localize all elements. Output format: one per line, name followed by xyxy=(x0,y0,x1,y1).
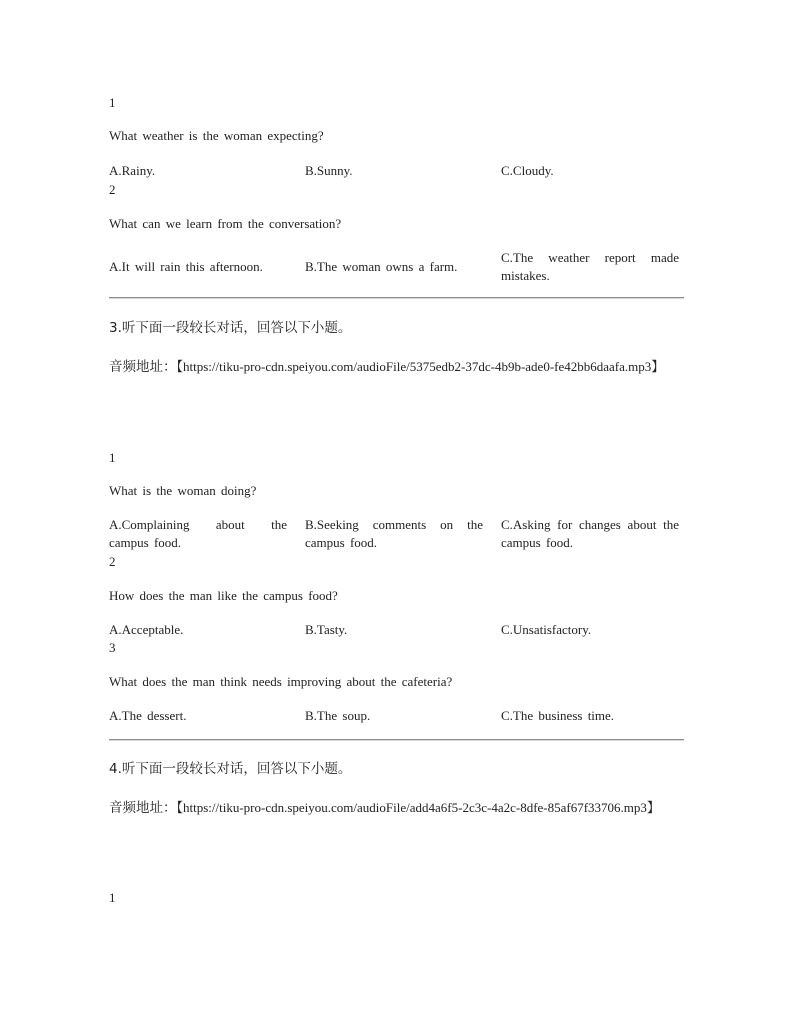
section-divider xyxy=(109,739,684,740)
option-a: A.Acceptable. xyxy=(109,622,184,637)
question-text: What can we learn from the conversation? xyxy=(109,216,342,231)
option-c: C.Cloudy. xyxy=(501,163,554,178)
option-c: C.The weather report made mistakes. xyxy=(501,250,679,283)
question-number: 1 xyxy=(109,95,116,110)
option-a: A.The dessert. xyxy=(109,708,187,723)
question-number: 1 xyxy=(109,450,116,465)
option-a: A.Rainy. xyxy=(109,163,156,178)
audio-url: 【https://tiku-pro-cdn.speiyou.com/audioFile/5375edb2-37dc-4b9b-ade0-fe42bb6daafa.mp3】 xyxy=(176,359,665,374)
audio-url: 【https://tiku-pro-cdn.speiyou.com/audioFile/add4a6f5-2c3c-4a2c-8dfe-85af67f33706.mp3】 xyxy=(176,800,660,815)
question-number: 3 xyxy=(109,640,116,655)
option-b: B.Tasty. xyxy=(305,622,348,637)
option-b: B.The soup. xyxy=(305,708,371,723)
option-c: C.The business time. xyxy=(501,708,615,723)
question-text: What weather is the woman expecting? xyxy=(109,128,324,143)
question-number: 2 xyxy=(109,182,116,197)
audio-label: 音频地址： xyxy=(109,800,177,816)
option-b: B.Sunny. xyxy=(305,163,353,178)
question-number: 2 xyxy=(109,554,116,569)
section-heading: 4.听下面一段较长对话，回答以下小题。 xyxy=(109,761,352,777)
option-c: C.Unsatisfactory. xyxy=(501,622,592,637)
audio-address xyxy=(109,356,669,378)
option-b: B.The woman owns a farm. xyxy=(305,259,458,274)
question-text: What does the man think needs improving about the cafeteria? xyxy=(109,674,453,689)
option-c: C.Asking for changes about the campus food. xyxy=(501,517,679,550)
section-heading: 3.听下面一段较长对话，回答以下小题。 xyxy=(109,320,352,336)
option-b: B.Seeking comments on the campus food. xyxy=(305,517,483,550)
audio-address xyxy=(109,797,669,819)
audio-label: 音频地址： xyxy=(109,359,177,375)
question-text: How does the man like the campus food? xyxy=(109,588,338,603)
question-number: 1 xyxy=(109,890,116,905)
option-a: A.Complaining about the campus food. xyxy=(109,517,287,550)
section-divider xyxy=(109,297,684,298)
option-a: A.It will rain this afternoon. xyxy=(109,259,263,274)
question-text: What is the woman doing? xyxy=(109,483,257,498)
